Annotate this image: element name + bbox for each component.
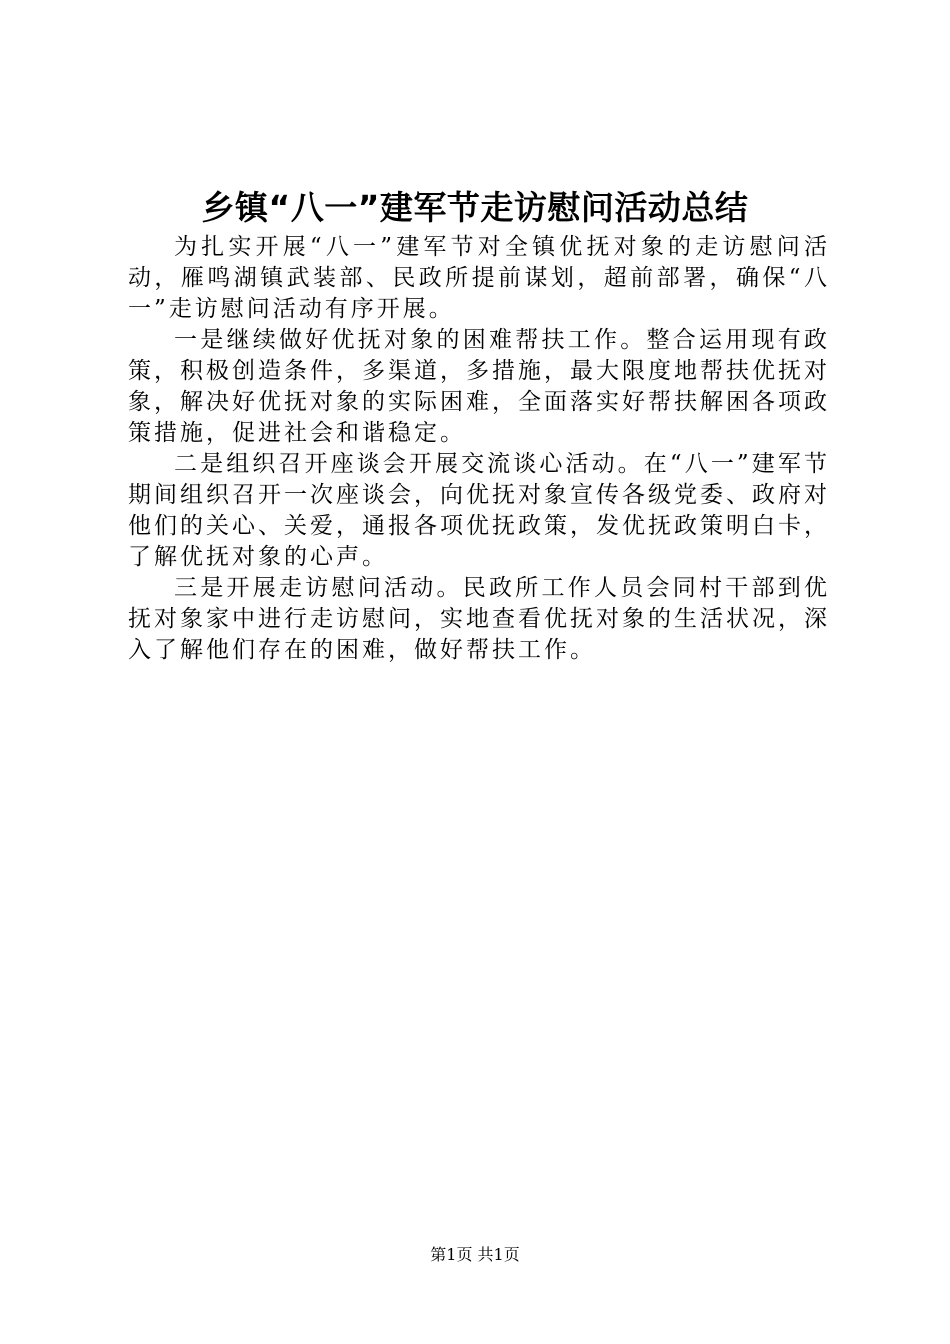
page-title: 乡镇“八一”建军节走访慰问活动总结 (201, 188, 749, 227)
page-footer: 第1页 共1页 (430, 1245, 520, 1264)
document-body (128, 232, 830, 666)
paragraph-point-three: 三是开展走访慰问活动。民政所工作人员会同村干部到优抚对象家中进行走访慰问，实地查看优抚对象的生活状况，深入了解他们存在的困难，做好帮扶工作。 (128, 575, 830, 663)
paragraph-point-one: 一是继续做好优抚对象的困难帮扶工作。整合运用现有政策，积极创造条件，多渠道，多措施，最大限度地帮扶优抚对象，解决好优抚对象的实际困难，全面落实好帮扶解困各项政策措施，促进社会和谐稳定。 (128, 327, 830, 446)
paragraph-point-two: 二是组织召开座谈会开展交流谈心活动。在“八一”建军节期间组织召开一次座谈会，向优抚对象宣传各级党委、政府对他们的关心、关爱，通报各项优抚政策，发优抚政策明白卡，了解优抚对象的心声。 (128, 451, 830, 570)
paragraph-intro: 为扎实开展“八一”建军节对全镇优抚对象的走访慰问活动，雁鸣湖镇武装部、民政所提前谋划，超前部署，确保“八一”走访慰问活动有序开展。 (128, 234, 830, 322)
